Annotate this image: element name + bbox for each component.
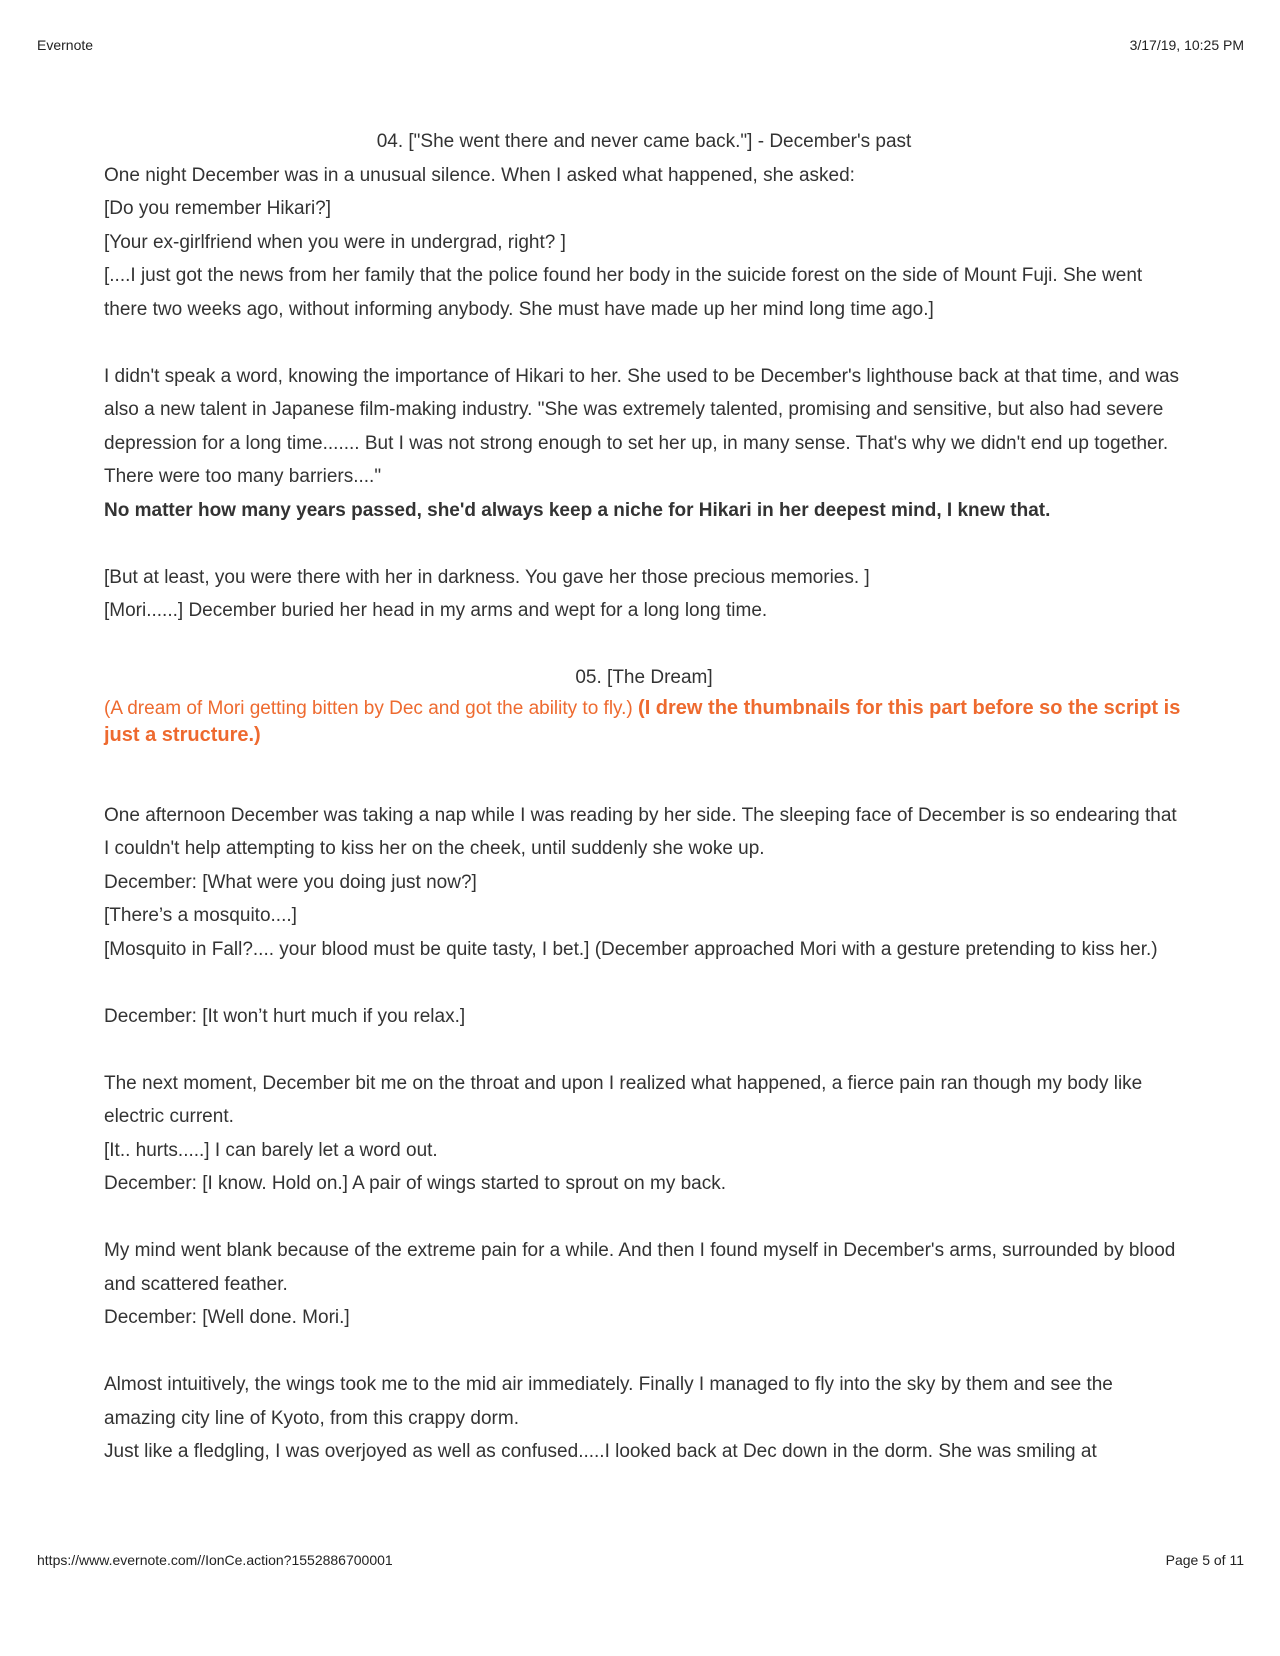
paragraph: December: [Well done. Mori.] bbox=[104, 1307, 350, 1328]
paragraph: [Mosquito in Fall?.... your blood must be quite tasty, I bet.] (December approached Mori with a gesture pretending to kiss her.) bbox=[104, 938, 1158, 960]
paragraph: [It.. hurts.....] I can barely let a word out. bbox=[104, 1139, 438, 1161]
spacer bbox=[104, 628, 1184, 662]
section-5-heading: 05. [The Dream] bbox=[575, 667, 713, 688]
print-datetime: 3/17/19, 10:25 PM bbox=[1129, 37, 1244, 53]
author-note-bold: (I drew the thumbnails for this part before so the script is just a structure.) bbox=[104, 696, 1181, 746]
paragraph: [Your ex-girlfriend when you were in undergrad, right? ] bbox=[104, 231, 566, 253]
paragraph: Almost intuitively, the wings took me to the mid air immediately. Finally I managed to fly into the sky by them and see the amazing city line of Kyoto, from this crappy dorm. bbox=[104, 1374, 1113, 1429]
spacer bbox=[104, 326, 1184, 360]
spacer bbox=[104, 527, 1184, 561]
paragraph: I didn't speak a word, knowing the importance of Hikari to her. She used to be December's lighthouse back at that time, and was also a new talent in Japanese film-making industry. "She was extremely talented, promising and sensitive, but also had severe depression for a long time....... But I was not strong enough to set her up, in many sense. That's why we didn't end up together. There were too many barriers...." bbox=[104, 365, 1180, 487]
paragraph: December: [I know. Hold on.] A pair of wings started to sprout on my back. bbox=[104, 1173, 727, 1194]
paragraph: One afternoon December was taking a nap while I was reading by her side. The sleeping face of December is so endearing that I couldn't help attempting to kiss her on the cheek, until suddenly she woke up. bbox=[104, 804, 1177, 859]
note-body bbox=[104, 125, 1184, 1469]
paragraph: [....I just got the news from her family that the police found her body in the suicide forest on the side of Mount Fuji. She went there two weeks ago, without informing anybody. She must have made up her mind long time ago.] bbox=[104, 265, 1143, 320]
paragraph: [There’s a mosquito....] bbox=[104, 905, 297, 926]
author-note-text: (A dream of Mori getting bitten by Dec and got the ability to fly.) bbox=[104, 697, 633, 719]
bold-paragraph: No matter how many years passed, she'd always keep a niche for Hikari in her deepest mind, I knew that. bbox=[104, 499, 1051, 521]
app-name: Evernote bbox=[37, 37, 94, 53]
paragraph: [Do you remember Hikari?] bbox=[104, 198, 332, 219]
page-number: Page 5 of 11 bbox=[1165, 1552, 1244, 1568]
paragraph: [Mori......] December buried her head in my arms and wept for a long long time. bbox=[104, 600, 768, 621]
paragraph: Just like a fledgling, I was overjoyed as well as confused.....I looked back at Dec down in the dorm. She was smiling at bbox=[104, 1441, 1097, 1462]
paragraph: December: [It won’t hurt much if you relax.] bbox=[104, 1005, 466, 1027]
spacer bbox=[104, 1335, 1184, 1369]
spacer bbox=[104, 966, 1184, 1000]
paragraph: My mind went blank because of the extreme pain for a while. And then I found myself in December's arms, surrounded by blood and scattered feather. bbox=[104, 1240, 1176, 1295]
page-url: https://www.evernote.com//IonCe.action?1552886700001 bbox=[37, 1552, 393, 1568]
spacer bbox=[104, 1201, 1184, 1235]
spacer bbox=[104, 1033, 1184, 1067]
paragraph: The next moment, December bit me on the throat and upon I realized what happened, a fierce pain ran though my body like electric current. bbox=[104, 1072, 1143, 1127]
paragraph: December: [What were you doing just now?] bbox=[104, 871, 477, 893]
paragraph: One night December was in a unusual silence. When I asked what happened, she asked: bbox=[104, 164, 855, 186]
author-note bbox=[104, 695, 1184, 749]
spacer bbox=[104, 749, 1184, 799]
section-4-heading: 04. ["She went there and never came back."] - December's past bbox=[376, 131, 912, 152]
paragraph: [But at least, you were there with her in darkness. You gave her those precious memories. ] bbox=[104, 566, 870, 588]
